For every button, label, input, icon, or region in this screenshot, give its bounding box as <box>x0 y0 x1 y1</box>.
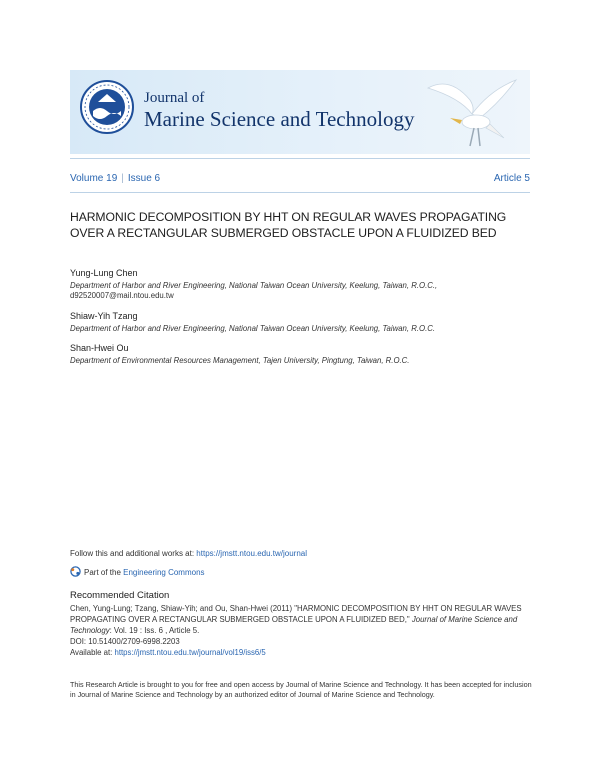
access-statement: This Research Article is brought to you for free and open access by Journal of Marine Science and Technology. It has been accepted for inclusion in Journal of Marine Science and Technology by an authorized editor of Journal of Marine Science and Technology. <box>70 680 532 699</box>
author-email: d92520007@mail.ntou.edu.tw <box>70 291 174 300</box>
seagull-icon <box>420 68 520 152</box>
follow-link[interactable]: https://jmstt.ntou.edu.tw/journal <box>196 549 308 558</box>
citation-text: Chen, Yung-Lung; Tzang, Shiaw-Yih; and Ou, Shan-Hwei (2011) "HARMONIC DECOMPOSITION BY HHT ON REGULAR WAVES PROPAGATING OVER A RECTANGULAR SUBMERGED OBSTACLE UPON A FLUIDIZED BED," <box>70 604 522 624</box>
header-divider <box>70 158 530 159</box>
citation-doi: DOI: 10.51400/2709-6998.2203 <box>70 637 180 646</box>
journal-banner <box>70 70 530 154</box>
issue-link[interactable]: Issue 6 <box>127 173 161 184</box>
engineering-commons-link[interactable]: Engineering Commons <box>123 568 205 577</box>
commons-prefix: Part of the <box>84 568 124 577</box>
author-name: Shiaw-Yih Tzang <box>70 311 138 321</box>
article-title: HARMONIC DECOMPOSITION BY HHT ON REGULAR WAVES PROPAGATING OVER A RECTANGULAR SUBMERGED OBSTACLE UPON A FLUIDIZED BED <box>70 210 507 240</box>
issue-divider <box>70 192 530 193</box>
journal-seal-logo-icon <box>80 80 134 134</box>
citation-journal: Journal of Marine Science and Technology <box>70 615 518 635</box>
follow-line <box>70 549 307 558</box>
author-affiliation: Department of Environmental Resources Management, Tajen University, Pingtung, Taiwan, R.O.C. <box>70 356 410 365</box>
journal-of-text: Journal of <box>144 90 205 106</box>
article-link[interactable]: Article 5 <box>493 173 530 184</box>
commons-network-icon <box>70 566 81 577</box>
commons-line <box>70 566 205 577</box>
citation-details: : Vol. 19 : Iss. 6 , Article 5. <box>109 626 200 635</box>
separator: | <box>121 173 124 184</box>
author-affiliation: Department of Harbor and River Engineering, National Taiwan Ocean University, Keelung, Taiwan, R.O.C. <box>70 324 436 333</box>
author-affiliation: Department of Harbor and River Engineering, National Taiwan Ocean University, Keelung, Taiwan, R.O.C., <box>70 281 438 290</box>
follow-text: Follow this and additional works at: <box>70 549 197 558</box>
available-link[interactable]: https://jmstt.ntou.edu.tw/journal/vol19/iss6/5 <box>114 648 266 657</box>
issue-line <box>70 173 530 184</box>
author-name: Shan-Hwei Ou <box>70 343 129 353</box>
journal-name: Marine Science and Technology <box>144 107 415 131</box>
volume-link[interactable]: Volume 19 <box>70 173 118 184</box>
author-name: Yung-Lung Chen <box>70 268 138 278</box>
citation-heading: Recommended Citation <box>70 590 170 601</box>
citation-body <box>70 603 538 658</box>
available-prefix: Available at: <box>70 648 115 657</box>
